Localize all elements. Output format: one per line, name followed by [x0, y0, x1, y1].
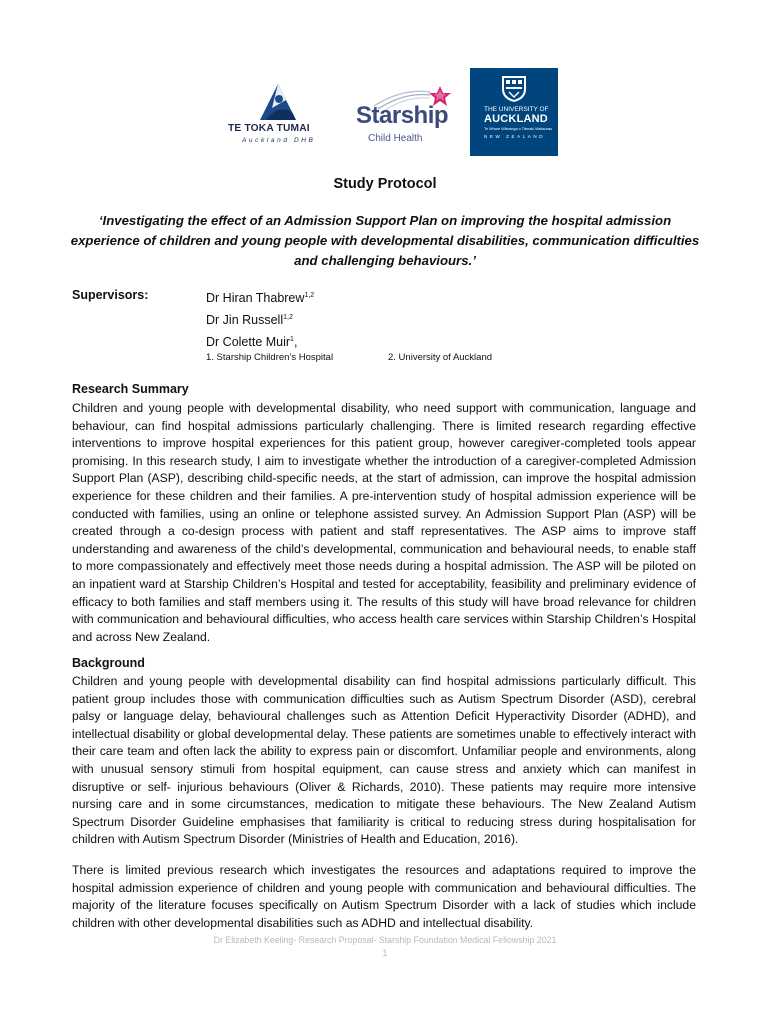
supervisors-label: Supervisors: [72, 288, 149, 302]
background-paragraph-2: There is limited previous research which investigates the resources and adaptations required to improve the hospital admission experience of children and young people with communication and behavioural difficulties. The majority of the literature focuses specifically on Autism Spectrum Disorder with a lack of studies which include children with other developmental disabilities such as ADHD and intellectual disability. [72, 863, 696, 930]
supervisor-entry [206, 308, 314, 330]
affiliation-2: 2. University of Auckland [388, 352, 493, 363]
te-toka-tumai-logo [228, 82, 324, 148]
background-paragraph-1: Children and young people with developmental disability can find hospital admissions particularly difficult. This patient group includes those with communication difficulties such as Autism Spectrum Disorder (ASD), cerebral palsy or language delay, behavioural challenges such as Attention Deficit Hyperactivity Disorder (ADHD), and intellectual disability or global developmental delay. These patients are sometimes unable to effectively interact with their care team and often lack the ability to express pain or discomfort. Unfamiliar people and environments, along with unusual sensory stimuli from hospital equipment, can cause stress and anxiety which can manifest in disruptive or self- injurious behaviours (Oliver & Richards, 2010). These patients may require more intensive nursing care and in some circumstances, medication to mitigate these behaviours. The New Zealand Autism Spectrum Disorder Guideline emphasises that familiarity is critical to reducing stress during hospitalisation for children with Autism Spectrum Disorder (Ministries of Health and Education, 2016). [72, 674, 696, 847]
te-toka-tumai-name: TE TOKA TUMAI [228, 123, 310, 134]
supervisor-name: Dr Hiran Thabrew [206, 291, 305, 306]
document-title: Study Protocol [333, 176, 437, 192]
auckland-line1: THE UNIVERSITY OF [484, 106, 549, 113]
starship-logo [356, 84, 448, 150]
university-crest-icon [501, 75, 527, 103]
page-number: 1 [382, 948, 388, 958]
section-heading-background: Background [72, 656, 145, 670]
supervisor-trail: , [293, 335, 298, 350]
section-heading-research-summary: Research Summary [72, 382, 189, 396]
supervisor-name: Dr Jin Russell [206, 313, 284, 328]
auckland-line3: Te Whare Wānanga o Tāmaki Makaurau [484, 127, 553, 131]
auckland-line4: NEW ZEALAND [484, 134, 546, 139]
supervisor-entry [206, 330, 314, 352]
te-toka-tumai-mark-icon [258, 82, 298, 122]
research-summary-paragraph: Children and young people with developmental disability, who need support with communication, language and behaviour, can find hospital admissions particularly challenging. There is limited research regarding effective interventions to improve hospital experiences for this patient group, however caregiver-completed tools appear promising. In this research study, I aim to investigate whether the introduction of a caregiver-completed Admission Support Plan (ASP), describing child-specific needs, at the start of admission, can improve the hospital admission experience for these children and their families. A pre-intervention study of hospital admission experience will be conducted with families, using an online or telephone assisted survey. An Admission Support Plan (ASP) will be created through a co-design process with patient and staff representatives. The ASP aims to improve staff understanding and awareness of the child’s developmental, communication and behavioural needs, to enable staff to more compassionately and effectively meet those needs during a hospital admission. The ASP will be piloted on an inpatient ward at Starship Children’s Hospital and tested for acceptability, feasibility and preliminary evidence of efficacy to both families and staff members using it. The results of this study will have broad relevance for children with communication and behavioural difficulties, who access health care services within Starship Children’s Hospital and across New Zealand. [72, 401, 696, 644]
supervisors-list [206, 286, 314, 352]
supervisor-affiliation-mark: 1,2 [283, 314, 293, 322]
starship-name: Starship [356, 102, 449, 129]
auckland-line2: AUCKLAND [484, 113, 548, 125]
starship-sub: Child Health [368, 133, 423, 144]
supervisor-affiliation-mark: 1 [290, 336, 294, 344]
supervisor-name: Dr Colette Muir [206, 335, 291, 350]
document-subtitle: ‘Investigating the effect of an Admission Support Plan on improving the hospital admission experience of children and young people with developmental disabilities, communication difficulties and challenging behaviours.’ [70, 213, 700, 268]
supervisor-affiliation-mark: 1,2 [304, 292, 315, 299]
university-of-auckland-logo [470, 68, 558, 156]
supervisor-entry [206, 286, 314, 308]
page-footer: Dr Elizabeth Keeling- Research Proposal- Starship Foundation Medical Fellowship 2021 [213, 935, 557, 945]
te-toka-tumai-sub: Auckland DHB [242, 137, 316, 144]
affiliation-1: 1. Starship Children’s Hospital [206, 352, 334, 363]
